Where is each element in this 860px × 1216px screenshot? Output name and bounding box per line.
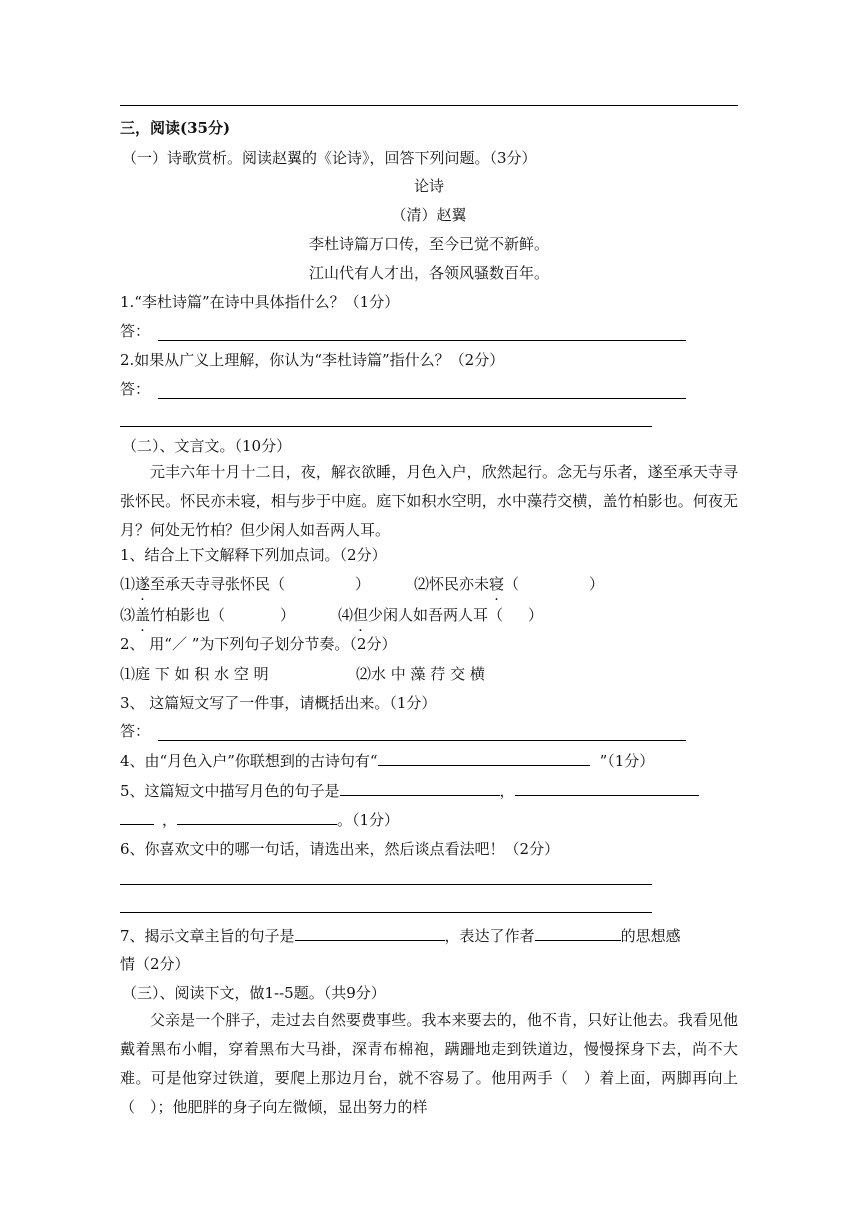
top-rule (120, 105, 738, 106)
answer-line[interactable] (158, 340, 686, 341)
close-paren: ） (280, 606, 296, 624)
part2-question-7 (120, 926, 681, 946)
close-paren: ） (528, 606, 544, 624)
part2-question-1: 1、结合上下文解释下列加点词。（2分） (120, 546, 387, 564)
dotted-word: 盖 (135, 606, 151, 624)
blank-line[interactable] (340, 781, 500, 796)
q7-mid: ，表达了作者 (444, 927, 535, 945)
part2-question-5-cont (120, 810, 399, 830)
dotted-word: 遂 (135, 575, 151, 593)
part2-question-7-cont: 情（2分） (120, 955, 190, 973)
q1-b-text: （ (504, 575, 520, 593)
dotted-word: 寝 (489, 575, 505, 593)
part2-question-5 (120, 781, 699, 801)
part1-heading: （一）诗歌赏析。阅读赵翼的《论诗》，回答下列问题。（3分） (122, 149, 537, 167)
q1-item-d (338, 605, 543, 625)
blank-line[interactable] (515, 781, 699, 796)
answer-line[interactable] (158, 398, 686, 399)
q1-c-text: 竹柏影也（ (150, 606, 226, 624)
blank-line[interactable] (535, 926, 621, 941)
section-title: 三，阅读(35分) (120, 119, 231, 137)
q1-item-b (414, 574, 604, 594)
comma: ， (162, 811, 178, 829)
q1-b-prefix: ⑵怀民亦未 (414, 575, 490, 593)
part2-question-3: 3、 这篇短文写了一件事，请概括出来。（1分） (120, 694, 437, 712)
q7-end: 的思想感 (620, 927, 681, 945)
part2-question-4 (120, 751, 654, 771)
answer-label: 答： (120, 380, 151, 398)
q1-a-text: 至承天寺寻张怀民（ (150, 575, 286, 593)
poem-author: （清）赵翼 (391, 206, 467, 224)
blank-line[interactable] (177, 810, 337, 825)
q4-text: 4、由“月色入户”你联想到的古诗句有“ (120, 752, 378, 770)
q4-score: ”（1分） (599, 752, 655, 770)
part2-question-6: 6、你喜欢文中的哪一句话，请选出来，然后谈点看法吧！（2分） (120, 840, 560, 858)
q5-text: 5、这篇短文中描写月色的句子是 (120, 782, 340, 800)
blank-line[interactable] (295, 926, 445, 941)
comma: ， (499, 782, 515, 800)
q1-item-a (120, 574, 370, 594)
answer-line[interactable] (120, 912, 652, 913)
q2-sentence-a: ⑴庭 下 如 积 水 空 明 (120, 665, 269, 683)
part3-passage: 父亲是一个胖子，走过去自然要费事些。我本来要去的，他不肯，只好让他去。我看见他戴着黑布小帽，穿着黑布大马褂，深青布棉袍，蹒跚地走到铁道边，慢慢探身下去，尚不大难。可是他穿过铁道，要爬上那边月台，就不容易了。他用两手（ ）着上面，两脚再向上（ ）；他肥胖的身子向左微倾，显出努力的样 (120, 1011, 738, 1116)
blank-line[interactable] (378, 751, 590, 766)
part2-heading: （二）、文言文。（10分） (122, 437, 292, 455)
answer-line[interactable] (158, 740, 686, 741)
part1-question-1: 1.“李杜诗篇”在诗中具体指什么？（1分） (120, 293, 400, 311)
poem-title: 论诗 (413, 177, 444, 195)
blank-line[interactable] (120, 810, 154, 825)
dotted-word: 但 (353, 606, 369, 624)
answer-label: 答： (120, 722, 151, 740)
q7-text: 7、揭示文章主旨的句子是 (120, 927, 295, 945)
answer-line[interactable] (120, 426, 652, 427)
part2-question-2: 2、 用“／ ”为下列句子划分节奏。（2分） (120, 635, 397, 653)
q1-item-c (120, 605, 295, 625)
q2-sentence-b: ⑵水 中 藻 荇 交 横 (356, 665, 485, 683)
poem-line-1: 李杜诗篇万口传，至今已觉不新鲜。 (308, 235, 549, 253)
q1-d-text: 少闲人如吾两人耳（ (368, 606, 504, 624)
answer-label: 答： (120, 322, 151, 340)
part1-question-2: 2.如果从广义上理解，你认为“李杜诗篇”指什么？（2分） (120, 351, 505, 369)
q5-score: 。（1分） (337, 811, 400, 829)
answer-line[interactable] (120, 884, 652, 885)
q1-a-prefix: ⑴ (120, 575, 136, 593)
poem-line-2: 江山代有人才出，各领风骚数百年。 (308, 264, 549, 282)
part2-passage: 元丰六年十月十二日，夜，解衣欲睡，月色入户，欣然起行。念无与乐者，遂至承天寺寻张怀民。怀民亦未寝，相与步于中庭。庭下如积水空明，水中藻荇交横，盖竹柏影也。何夜无月？何处无竹柏？但少闲人如吾两人耳。 (120, 463, 738, 539)
q1-c-prefix: ⑶ (120, 606, 136, 624)
q1-d-prefix: ⑷ (338, 606, 354, 624)
part3-heading: （三）、阅读下文，做1--5题。（共9分） (122, 984, 386, 1002)
close-paren: ） (589, 575, 605, 593)
close-paren: ） (355, 575, 371, 593)
